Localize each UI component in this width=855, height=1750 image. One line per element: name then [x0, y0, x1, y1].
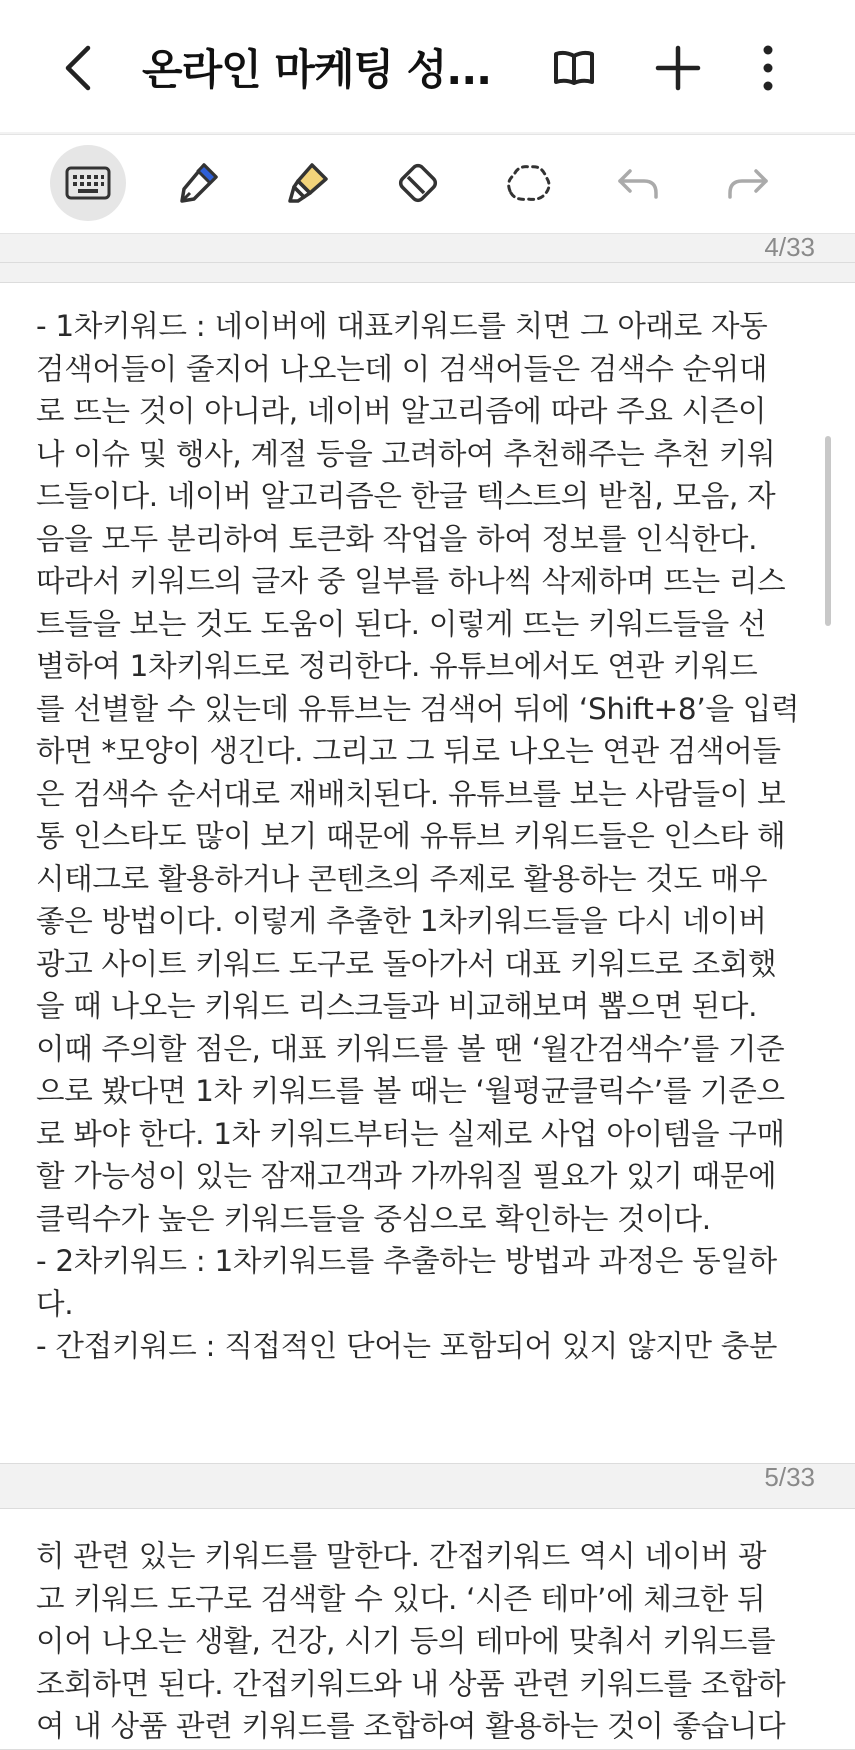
text-line: 음을 모두 분리하여 토큰화 작업을 하여 정보를 인식한다. [36, 521, 758, 556]
text-line: 히 관련 있는 키워드를 말한다. 간접키워드 역시 네이버 광 [36, 1539, 767, 1573]
text-line: 이어 나오는 생활, 건강, 시기 등의 테마에 맞춰서 키워드를 [36, 1624, 776, 1658]
text-line: 따라서 키워드의 글자 중 일부를 하나씩 삭제하며 뜨는 리스 [36, 564, 786, 598]
highlighter-tool-button[interactable] [270, 145, 346, 221]
pen-tool-button[interactable] [160, 145, 236, 221]
text-line: 나 이슈 및 행사, 계절 등을 고려하여 추천해주는 추천 키워 [36, 436, 776, 471]
text-line: - 간접키워드 : 직접적인 단어는 포함되어 있지 않지만 충분 [36, 1329, 778, 1363]
book-open-icon [550, 44, 598, 92]
text-line: 조회하면 된다. 간접키워드와 내 상품 관련 키워드를 조합하 [36, 1666, 786, 1701]
text-line: 좋은 방법이다. 이렇게 추출한 1차키워드들을 다시 네이버 [36, 904, 767, 938]
pen-icon [174, 159, 222, 207]
lasso-select-icon [502, 161, 554, 205]
note-page-6[interactable] [0, 1508, 855, 1750]
text-line: 통 인스타도 많이 보기 때문에 유튜브 키워드들은 인스타 해 [36, 819, 786, 853]
page-4-edge [0, 262, 855, 263]
eraser-tool-button[interactable] [380, 145, 456, 221]
text-line: 검색어들이 줄지어 나오는데 이 검색어들은 검색수 순위대 [36, 351, 768, 386]
top-app-bar [0, 0, 855, 132]
text-line: 로 뜨는 것이 아니라, 네이버 알고리즘에 따라 주요 시즌이 [36, 394, 767, 428]
chevron-left-icon [58, 40, 106, 96]
text-line: 으로 봤다면 1차 키워드를 볼 때는 ‘월평균클릭수’를 기준으 [36, 1074, 785, 1108]
drawing-toolbar [0, 134, 855, 234]
text-line: 을 때 나오는 키워드 리스크들과 비교해보며 뽑으면 된다. [36, 989, 758, 1023]
plus-icon [654, 44, 702, 92]
page-number-5: 5/33 [764, 1462, 815, 1492]
text-line: 할 가능성이 있는 잠재고객과 가까워질 필요가 있기 때문에 [36, 1159, 777, 1193]
page-6-text[interactable] [36, 1535, 816, 1748]
reading-mode-button[interactable] [546, 40, 602, 96]
back-button[interactable] [58, 40, 106, 96]
eraser-icon [394, 159, 442, 207]
text-line: 고 키워드 도구로 검색할 수 있다. ‘시즌 테마’에 체크한 뒤 [36, 1581, 766, 1616]
more-options-button[interactable] [740, 40, 796, 96]
page-5-text[interactable] [36, 305, 816, 1368]
add-page-button[interactable] [650, 40, 706, 96]
more-vertical-icon [758, 44, 778, 92]
highlighter-icon [284, 159, 332, 207]
text-line: 은 검색수 순서대로 재배치된다. 유튜브를 보는 사람들이 보 [36, 776, 786, 811]
keyboard-icon [64, 165, 112, 201]
text-line: 하면 *모양이 생긴다. 그리고 그 뒤로 나오는 연관 검색어들 [36, 734, 781, 768]
text-line: - 1차키워드 : 네이버에 대표키워드를 치면 그 아래로 자동 [36, 309, 768, 343]
text-line: 를 선별할 수 있는데 유튜브는 검색어 뒤에 ‘Shift+8’을 입력 [36, 691, 800, 726]
text-line: 드들이다. 네이버 알고리즘은 한글 텍스트의 받침, 모음, 자 [36, 479, 776, 513]
undo-button[interactable] [600, 145, 676, 221]
note-page-5[interactable] [0, 282, 855, 1464]
text-line: 이때 주의할 점은, 대표 키워드를 볼 땐 ‘월간검색수’를 기준 [36, 1031, 785, 1066]
redo-icon [726, 165, 770, 201]
text-line: 클릭수가 높은 키워드들을 중심으로 확인하는 것이다. [36, 1201, 711, 1236]
text-line: 트들을 보는 것도 도움이 된다. 이렇게 뜨는 키워드들을 선 [36, 606, 767, 641]
keyboard-mode-button[interactable] [50, 145, 126, 221]
text-line: 광고 사이트 키워드 도구로 돌아가서 대표 키워드로 조회했 [36, 946, 777, 981]
text-line: 여 내 상품 관련 키워드를 조합하여 활용하는 것이 좋습니다 [36, 1709, 786, 1743]
text-line: 다. [36, 1286, 74, 1321]
page-number-4: 4/33 [764, 232, 815, 262]
redo-button[interactable] [710, 145, 786, 221]
note-title[interactable]: 온라인 마케팅 성... [142, 45, 492, 94]
undo-icon [616, 165, 660, 201]
lasso-tool-button[interactable] [490, 145, 566, 221]
text-line: - 2차키워드 : 1차키워드를 추출하는 방법과 과정은 동일하 [36, 1244, 777, 1278]
scrollbar-thumb[interactable] [825, 436, 831, 626]
text-line: 로 봐야 한다. 1차 키워드부터는 실제로 사업 아이템을 구매 [36, 1116, 785, 1151]
text-line: 시태그로 활용하거나 콘텐츠의 주제로 활용하는 것도 매우 [36, 861, 768, 896]
text-line: 별하여 1차키워드로 정리한다. 유튜브에서도 연관 키워드 [36, 649, 758, 683]
